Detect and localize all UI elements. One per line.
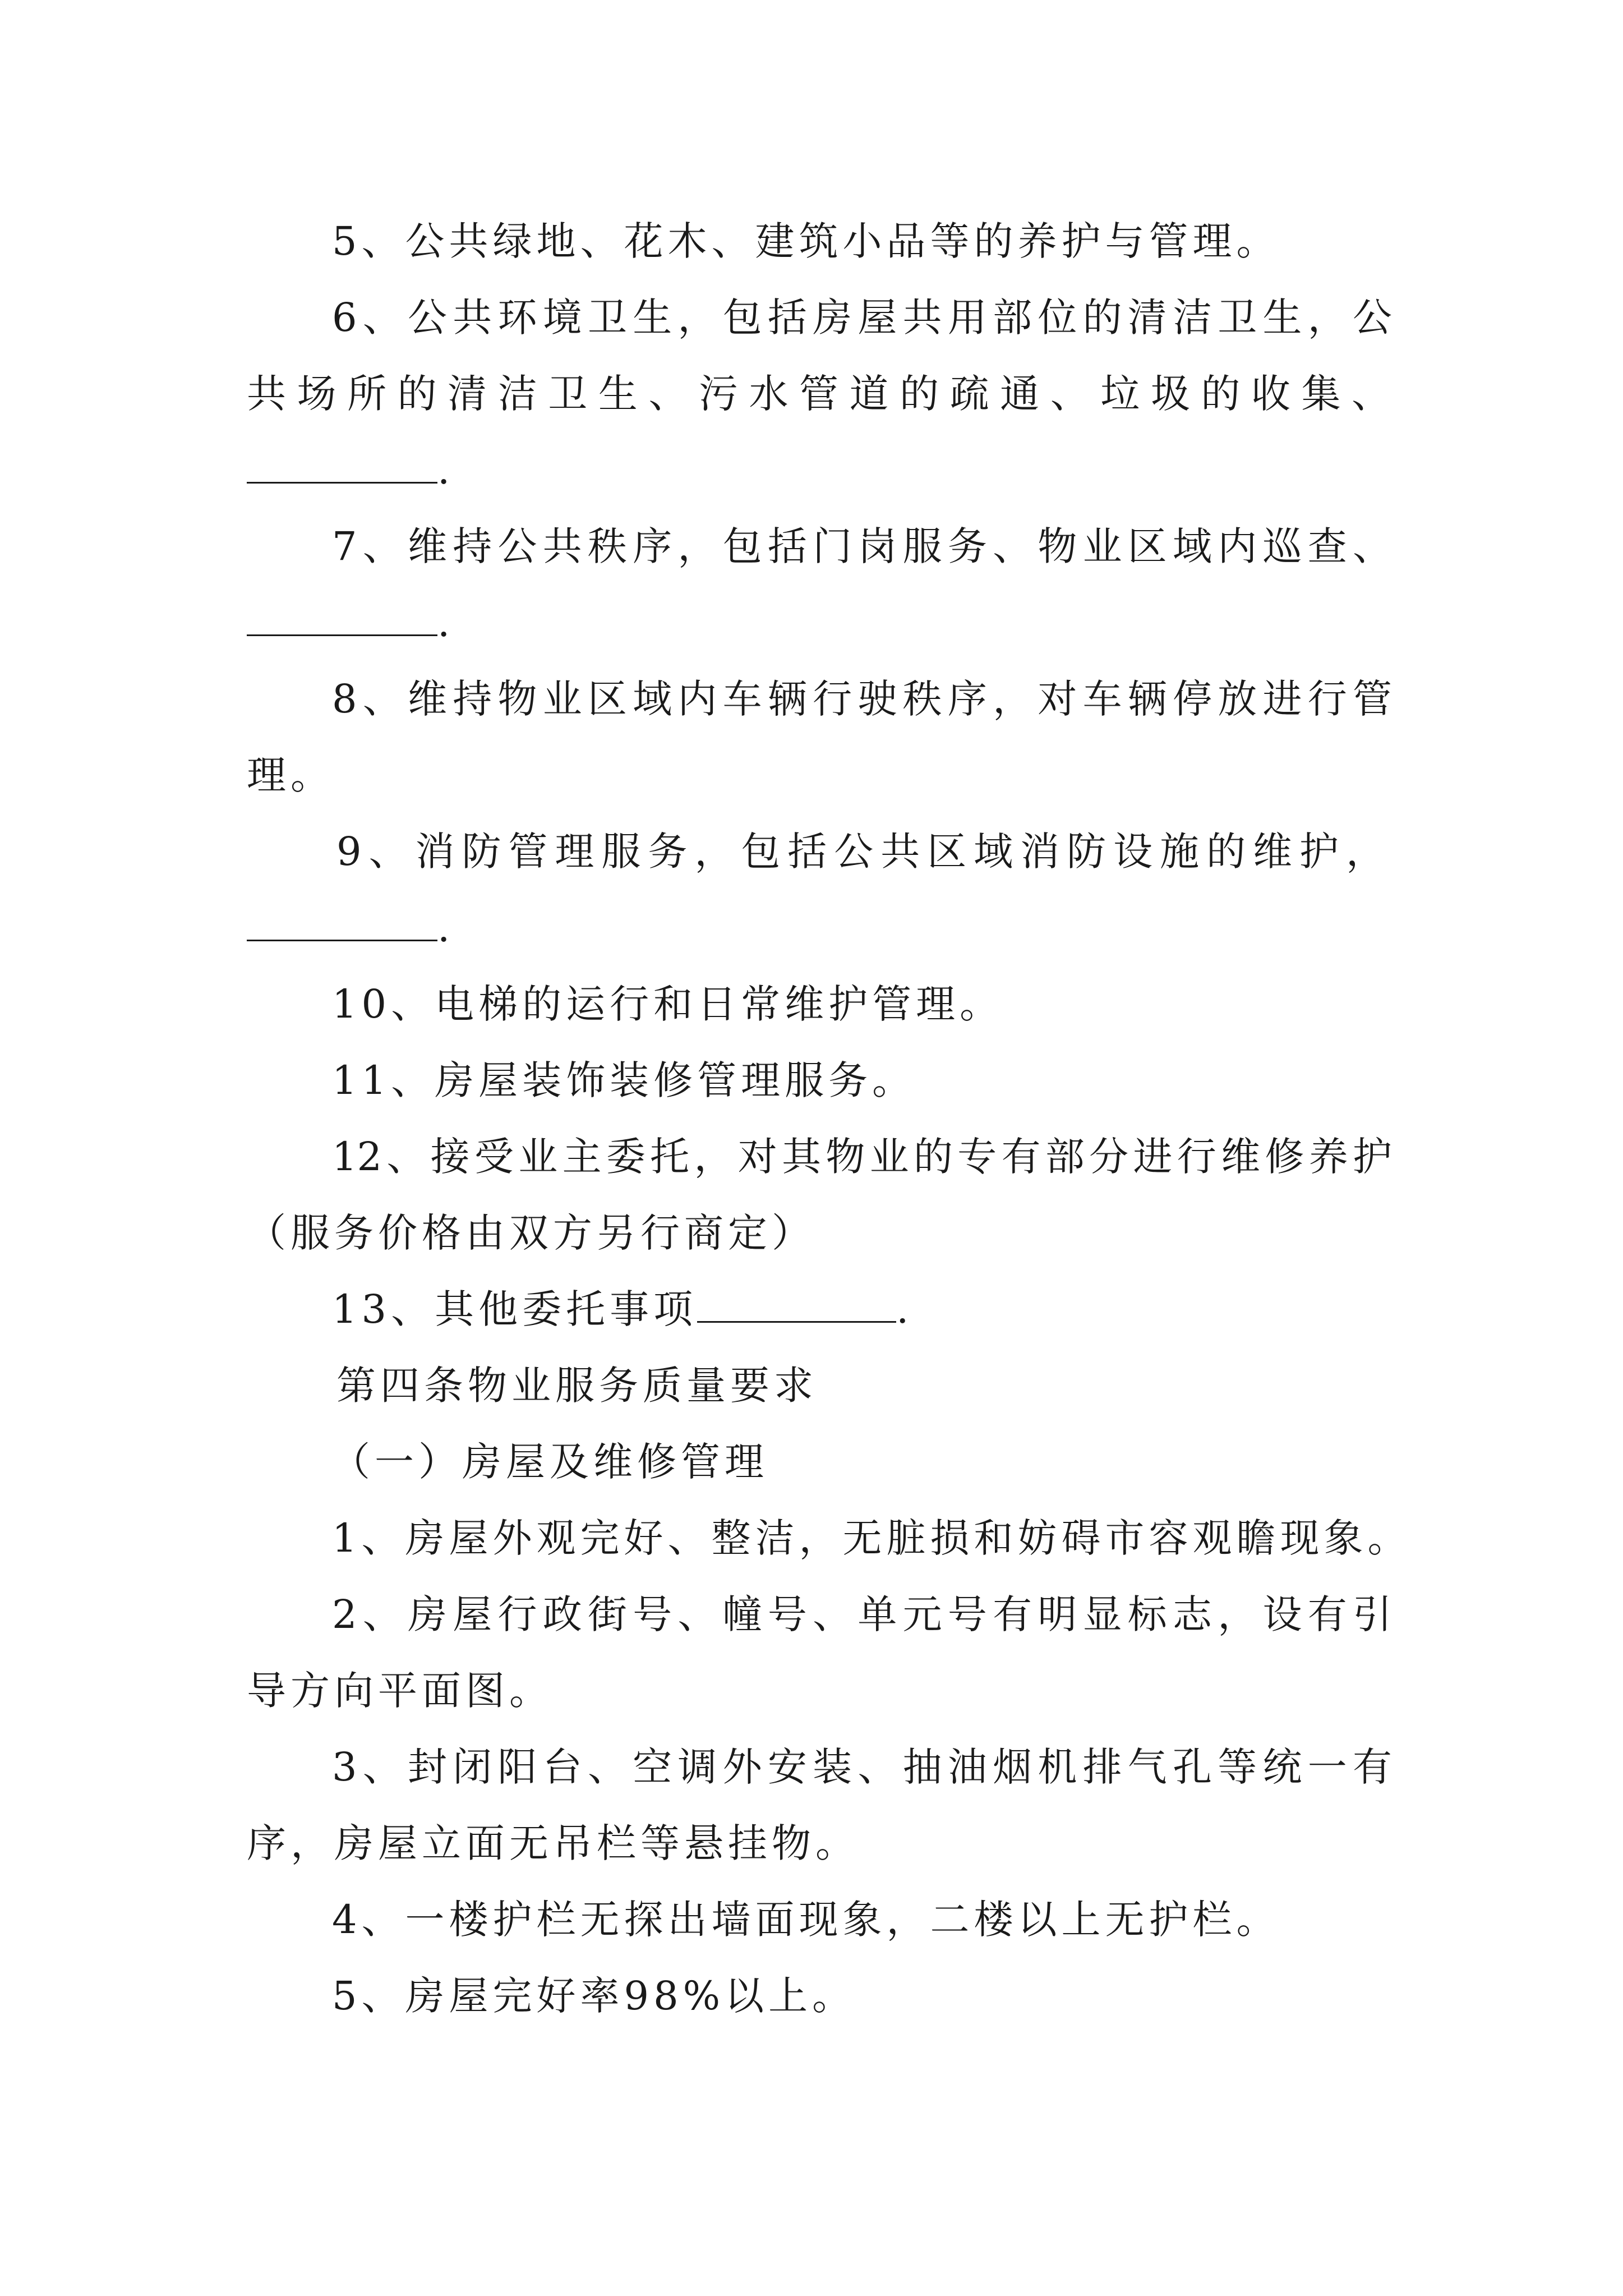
requirement-1-appearance: [332, 1512, 1412, 1564]
clause-6-hygiene-line1: [332, 292, 1392, 343]
line-text: 导方向平面图。: [247, 1668, 553, 1714]
line-text: （服务价格由双方另行商定）: [247, 1210, 815, 1256]
clause-9-blank-line: [247, 902, 1391, 954]
line-text: 13、其他委托事项: [332, 1286, 698, 1332]
heading-text: 第四条物业服务质量要求: [336, 1363, 818, 1409]
line-text: 共场所的清洁卫生、污水管道的疏通、垃圾的收集、: [247, 371, 1391, 417]
line-text: 6、公共环境卫生，包括房屋共用部位的清洁卫生，公: [332, 295, 1392, 341]
line-text: 1、房屋外观完好、整洁，无脏损和妨碍市容观瞻现象。: [332, 1515, 1412, 1561]
blank-period: .: [437, 600, 455, 646]
line-text: 7、维持公共秩序，包括门岗服务、物业区域内巡查、: [332, 523, 1392, 569]
line-text: 5、房屋完好率98%以上。: [332, 1973, 856, 2019]
line-text: 5、公共绿地、花木、建筑小品等的养护与管理。: [332, 218, 1280, 264]
line-text: 11、房屋装饰装修管理服务。: [332, 1057, 916, 1103]
fill-in-blank: [697, 1286, 896, 1323]
article-4-heading: [336, 1360, 1396, 1411]
clause-6-hygiene-line2: [247, 368, 1391, 420]
line-text: 序，房屋立面无吊栏等悬挂物。: [247, 1820, 859, 1866]
clause-7-blank-line: [247, 597, 1391, 648]
fill-in-blank: [247, 447, 437, 484]
requirement-4-railings: [332, 1894, 1392, 1945]
clause-8-vehicles-line2: [247, 749, 1391, 801]
requirement-2-signage-line1: [332, 1589, 1392, 1640]
line-text: 9、消防管理服务，包括公共区域消防设施的维护，: [336, 829, 1385, 875]
clause-13-other: [332, 1283, 1392, 1335]
fill-in-blank: [247, 905, 437, 941]
section-1-heading: [331, 1436, 1391, 1488]
blank-period: .: [437, 447, 455, 493]
clause-12-commission-line2: [247, 1207, 1391, 1259]
line-text: 10、电梯的运行和日常维护管理。: [332, 981, 1004, 1027]
line-text: 12、接受业主委托，对其物业的专有部分进行维修养护: [332, 1134, 1392, 1180]
requirement-2-signage-line2: [247, 1665, 1391, 1717]
clause-7-order-line1: [332, 521, 1392, 572]
blank-period: .: [896, 1286, 914, 1332]
clause-9-fire-line1: [336, 826, 1385, 877]
clause-11-renovation: [332, 1055, 1392, 1106]
requirement-5-intact-rate: [332, 1970, 1392, 2022]
line-text: 3、封闭阳台、空调外安装、抽油烟机排气孔等统一有: [332, 1744, 1392, 1790]
line-text: 8、维持物业区域内车辆行驶秩序，对车辆停放进行管: [332, 676, 1392, 722]
line-text: 4、一楼护栏无探出墙面现象，二楼以上无护栏。: [332, 1897, 1280, 1943]
line-text: 2、房屋行政街号、幢号、单元号有明显标志，设有引: [332, 1591, 1392, 1637]
requirement-3-facade-line2: [247, 1818, 1391, 1869]
heading-text: （一）房屋及维修管理: [331, 1439, 768, 1485]
blank-period: .: [437, 905, 455, 951]
clause-6-blank-line: [247, 444, 1391, 496]
fill-in-blank: [247, 600, 437, 636]
clause-10-elevator: [332, 978, 1392, 1030]
requirement-3-facade-line1: [332, 1741, 1392, 1793]
clause-12-commission-line1: [332, 1131, 1392, 1182]
line-text: 理。: [247, 752, 334, 798]
clause-8-vehicles-line1: [332, 673, 1392, 725]
clause-5-greenery: [332, 215, 1392, 267]
